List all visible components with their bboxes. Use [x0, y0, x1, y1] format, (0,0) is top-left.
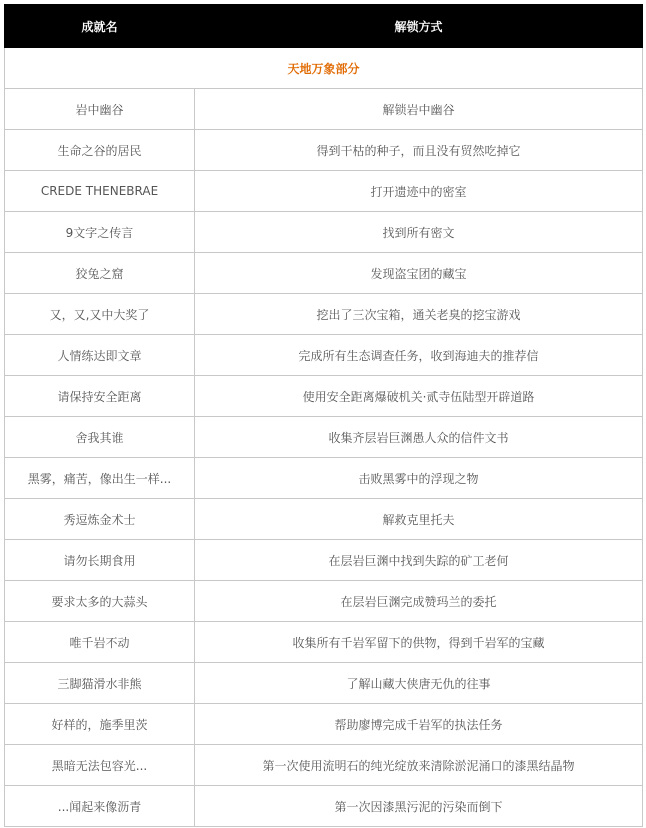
table-row: [5, 212, 643, 253]
unlock-method: 解锁岩中幽谷: [195, 89, 643, 130]
unlock-method: 发现盗宝团的藏宝: [195, 253, 643, 294]
achievement-name: 要求太多的大蒜头: [5, 581, 195, 622]
achievement-name: 人情练达即文章: [5, 335, 195, 376]
achievement-name: 秀逗炼金术士: [5, 499, 195, 540]
unlock-method: 使用安全距离爆破机关·贰寺伍陆型开辟道路: [195, 376, 643, 417]
section-title: 天地万象部分: [5, 48, 643, 89]
unlock-method: 了解山藏大侠唐无仇的往事: [195, 663, 643, 704]
table-row: [5, 540, 643, 581]
table-row: [5, 171, 643, 212]
achievement-name: 黑暗无法包容光...: [5, 745, 195, 786]
achievement-name: 9文字之传言: [5, 212, 195, 253]
unlock-method: 在层岩巨渊完成赞玛兰的委托: [195, 581, 643, 622]
table-row: [5, 581, 643, 622]
table-row: [5, 622, 643, 663]
table-row: [5, 786, 643, 827]
table-row: [5, 499, 643, 540]
table-row: [5, 745, 643, 786]
table-row: [5, 89, 643, 130]
unlock-method: 解救克里托夫: [195, 499, 643, 540]
unlock-method: 打开遗迹中的密室: [195, 171, 643, 212]
unlock-method: 击败黑雾中的浮现之物: [195, 458, 643, 499]
unlock-method: 帮助廖博完成千岩军的执法任务: [195, 704, 643, 745]
table-row: [5, 417, 643, 458]
unlock-method: 在层岩巨渊中找到失踪的矿工老何: [195, 540, 643, 581]
achievement-name: 三脚猫滑水非熊: [5, 663, 195, 704]
achievement-name: 黑雾，痛苦，像出生一样...: [5, 458, 195, 499]
unlock-method: 第一次因漆黑污泥的污染而倒下: [195, 786, 643, 827]
achievement-table-wrapper: [4, 4, 642, 827]
achievement-name: 生命之谷的居民: [5, 130, 195, 171]
section-row: [5, 48, 643, 89]
achievement-name: 舍我其谁: [5, 417, 195, 458]
table-row: [5, 663, 643, 704]
table-header-row: [5, 5, 643, 48]
table-row: [5, 704, 643, 745]
achievement-name: CREDE THENEBRAE: [5, 171, 195, 212]
table-row: [5, 376, 643, 417]
achievement-table: [4, 4, 643, 827]
header-achievement-name: 成就名: [5, 5, 195, 48]
achievement-name: 狡兔之窟: [5, 253, 195, 294]
achievement-name: 唯千岩不动: [5, 622, 195, 663]
table-row: [5, 335, 643, 376]
unlock-method: 收集齐层岩巨渊愚人众的信件文书: [195, 417, 643, 458]
unlock-method: 找到所有密文: [195, 212, 643, 253]
table-row: [5, 253, 643, 294]
unlock-method: 收集所有千岩军留下的供物，得到千岩军的宝藏: [195, 622, 643, 663]
unlock-method: 得到干枯的种子，而且没有贸然吃掉它: [195, 130, 643, 171]
achievement-name: ...闻起来像沥青: [5, 786, 195, 827]
achievement-name: 岩中幽谷: [5, 89, 195, 130]
achievement-name: 好样的，施季里茨: [5, 704, 195, 745]
achievement-name: 又，又,又中大奖了: [5, 294, 195, 335]
unlock-method: 挖出了三次宝箱，通关老臭的挖宝游戏: [195, 294, 643, 335]
unlock-method: 第一次使用流明石的纯光绽放来清除淤泥涌口的漆黑结晶物: [195, 745, 643, 786]
table-row: [5, 294, 643, 335]
achievement-name: 请保持安全距离: [5, 376, 195, 417]
unlock-method: 完成所有生态调查任务，收到海迪夫的推荐信: [195, 335, 643, 376]
table-row: [5, 458, 643, 499]
table-row: [5, 130, 643, 171]
achievement-name: 请勿长期食用: [5, 540, 195, 581]
header-unlock-method: 解锁方式: [195, 5, 643, 48]
